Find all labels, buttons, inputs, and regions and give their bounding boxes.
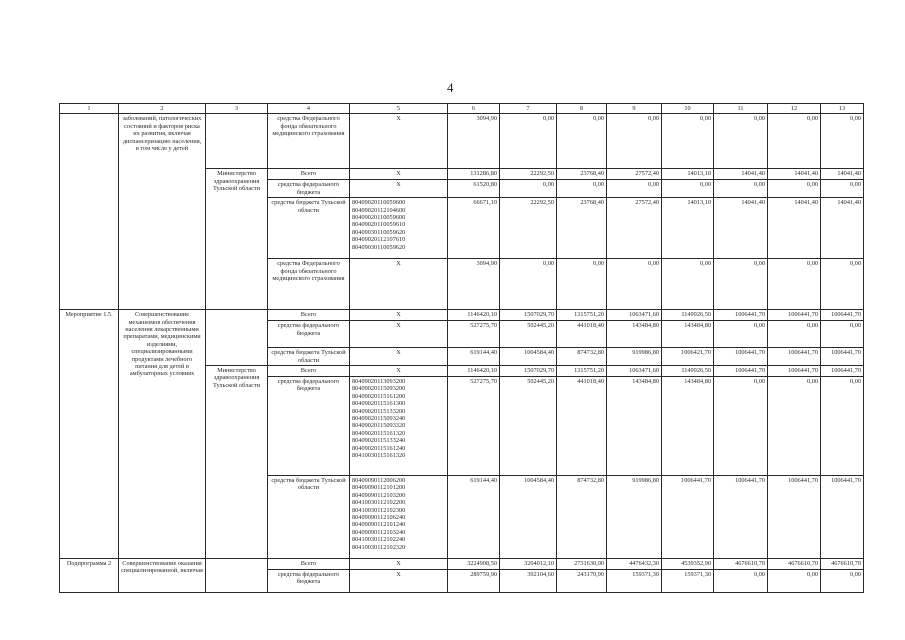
budget-code: 80410030115161320: [352, 452, 406, 460]
value-cell: 1063471,60: [607, 366, 662, 377]
value-cell: 14041,40: [821, 169, 864, 180]
budget-code: 80410030112102200: [352, 499, 406, 507]
code-list-cell: [350, 476, 448, 559]
budget-code: 80409020115133240: [352, 437, 406, 445]
source-cell: средства бюджета Тульской области: [268, 348, 350, 366]
source-cell: Всего: [268, 310, 350, 321]
value-cell: 1006441,70: [714, 310, 768, 321]
header-cell: 5: [350, 104, 448, 114]
code-cell: X: [350, 559, 448, 570]
executor-cell: [206, 114, 268, 169]
value-cell: 1006441,70: [768, 476, 821, 559]
value-cell: 0,00: [821, 570, 864, 593]
value-cell: 0,00: [821, 377, 864, 476]
header-cell: 7: [500, 104, 557, 114]
value-cell: 1146420,10: [448, 310, 500, 321]
value-cell: 1315751,20: [557, 310, 607, 321]
budget-code: 80409020115161240: [352, 444, 406, 452]
budget-code: 80409020115161200: [352, 392, 406, 400]
source-cell: Всего: [268, 366, 350, 377]
value-cell: 14013,10: [662, 169, 714, 180]
value-cell: 0,00: [768, 321, 821, 348]
code-list-cell: [350, 377, 448, 476]
value-cell: 143484,80: [607, 377, 662, 476]
event-name-cell: Совершенствование механизмов обеспечения населения лекарственными препаратами, медицинскими изделиями, специализированными продуктами лечебного питания для детей в амбулаторных условиях: [119, 310, 206, 559]
header-row: [60, 104, 864, 114]
value-cell: 619144,40: [448, 476, 500, 559]
value-cell: 0,00: [500, 259, 557, 310]
header-cell: 1: [60, 104, 119, 114]
code-cell: X: [350, 366, 448, 377]
value-cell: 4676610,70: [821, 559, 864, 570]
value-cell: 289759,90: [448, 570, 500, 593]
budget-table: [59, 103, 864, 593]
value-cell: 1507029,70: [500, 310, 557, 321]
value-cell: 0,00: [500, 114, 557, 169]
source-cell: средства бюджета Тульской области: [268, 198, 350, 259]
value-cell: 0,00: [714, 180, 768, 198]
value-cell: 1006441,70: [714, 348, 768, 366]
budget-code: 80410030112102240: [352, 536, 406, 544]
value-cell: 1006441,70: [821, 476, 864, 559]
code-cell: X: [350, 169, 448, 180]
value-cell: 23768,40: [557, 169, 607, 180]
value-cell: 1006441,70: [821, 366, 864, 377]
budget-code: 80409020115093200: [352, 385, 406, 393]
value-cell: 22292,50: [500, 169, 557, 180]
value-cell: 0,00: [714, 259, 768, 310]
value-cell: 143484,80: [662, 377, 714, 476]
header-cell: 9: [607, 104, 662, 114]
value-cell: 4676610,70: [714, 559, 768, 570]
code-cell: X: [350, 570, 448, 593]
budget-code: 80409030110059620: [352, 228, 406, 236]
value-cell: 1006441,70: [714, 366, 768, 377]
value-cell: 919986,80: [607, 476, 662, 559]
value-cell: 0,00: [821, 321, 864, 348]
value-cell: 0,00: [768, 259, 821, 310]
header-cell: 11: [714, 104, 768, 114]
value-cell: 1006441,70: [821, 310, 864, 321]
budget-code: 80409090112106240: [352, 514, 406, 522]
header-cell: 10: [662, 104, 714, 114]
table-row: [60, 310, 864, 321]
header-cell: 6: [448, 104, 500, 114]
value-cell: 23768,40: [557, 198, 607, 259]
value-cell: 392104,60: [500, 570, 557, 593]
value-cell: 1149926,50: [662, 310, 714, 321]
value-cell: 441018,40: [557, 321, 607, 348]
value-cell: 14041,40: [768, 198, 821, 259]
budget-code: 80409020115133200: [352, 407, 406, 415]
budget-code: 80409020110059610: [352, 221, 406, 229]
page-number: 4: [447, 80, 454, 95]
source-cell: средства федерального бюджета: [268, 377, 350, 476]
header-cell: 12: [768, 104, 821, 114]
source-cell: средства Федерального фонда обязательного медицинского страхования: [268, 259, 350, 310]
header-cell: 13: [821, 104, 864, 114]
executor-cell: Министерство здравоохранения Тульской области: [206, 366, 268, 559]
value-cell: 1004584,40: [500, 348, 557, 366]
budget-code: 80409090112006200: [352, 477, 406, 485]
value-cell: 3094,90: [448, 114, 500, 169]
budget-code: 80409020113093200: [352, 378, 406, 386]
budget-code: 80409090112103240: [352, 528, 406, 536]
value-cell: 61520,80: [448, 180, 500, 198]
header-cell: 4: [268, 104, 350, 114]
budget-code: 80409020110059600: [352, 214, 406, 222]
value-cell: 1006441,70: [714, 476, 768, 559]
value-cell: 0,00: [607, 259, 662, 310]
value-cell: 0,00: [768, 180, 821, 198]
budget-code: 80409090112103200: [352, 491, 406, 499]
value-cell: 874732,80: [557, 476, 607, 559]
table-row: [60, 559, 864, 570]
value-cell: 22292,50: [500, 198, 557, 259]
value-cell: 27572,40: [607, 169, 662, 180]
value-cell: 14041,40: [714, 198, 768, 259]
value-cell: 3224908,50: [448, 559, 500, 570]
value-cell: 0,00: [714, 377, 768, 476]
value-cell: 143484,80: [662, 321, 714, 348]
event-label-cell: [60, 114, 119, 310]
value-cell: 0,00: [714, 570, 768, 593]
source-cell: Всего: [268, 559, 350, 570]
source-cell: средства Федерального фонда обязательного медицинского страхования: [268, 114, 350, 169]
value-cell: 874732,80: [557, 348, 607, 366]
value-cell: 527275,70: [448, 321, 500, 348]
value-cell: 0,00: [714, 114, 768, 169]
value-cell: 14041,40: [821, 198, 864, 259]
budget-code: 80409020115093240: [352, 415, 406, 423]
value-cell: 243170,90: [557, 570, 607, 593]
header-cell: 8: [557, 104, 607, 114]
header-cell: 3: [206, 104, 268, 114]
event-name-cell: заболеваний, патологических состояний и факторов риска их развития, включая диспансеризацию населения, в том числе у детей: [119, 114, 206, 310]
code-cell: X: [350, 114, 448, 169]
value-cell: 502445,20: [500, 377, 557, 476]
event-label-cell: Мероприятие 1.5.: [60, 310, 119, 559]
budget-code: 80409020110059600: [352, 199, 406, 207]
value-cell: 159371,30: [607, 570, 662, 593]
value-cell: 0,00: [662, 180, 714, 198]
code-cell: X: [350, 180, 448, 198]
value-cell: 0,00: [714, 321, 768, 348]
value-cell: 1063471,60: [607, 310, 662, 321]
code-cell: X: [350, 310, 448, 321]
table-row: [60, 114, 864, 169]
source-cell: средства бюджета Тульской области: [268, 476, 350, 559]
value-cell: 0,00: [662, 114, 714, 169]
value-cell: 143484,80: [607, 321, 662, 348]
value-cell: 1006441,70: [821, 348, 864, 366]
source-cell: средства федерального бюджета: [268, 180, 350, 198]
value-cell: 1006441,70: [768, 310, 821, 321]
source-cell: средства федерального бюджета: [268, 321, 350, 348]
value-cell: 14041,40: [768, 169, 821, 180]
source-cell: средства федерального бюджета: [268, 570, 350, 593]
value-cell: 1507029,70: [500, 366, 557, 377]
value-cell: 159371,30: [662, 570, 714, 593]
source-cell: Всего: [268, 169, 350, 180]
value-cell: 0,00: [768, 570, 821, 593]
value-cell: 4539352,90: [662, 559, 714, 570]
value-cell: 0,00: [821, 114, 864, 169]
value-cell: 0,00: [768, 377, 821, 476]
value-cell: 1315751,20: [557, 366, 607, 377]
value-cell: 0,00: [821, 180, 864, 198]
value-cell: 2731630,00: [557, 559, 607, 570]
value-cell: 441018,40: [557, 377, 607, 476]
event-name-cell: Совершенствование оказания специализированной, включая: [119, 559, 206, 593]
value-cell: 1004584,40: [500, 476, 557, 559]
value-cell: 0,00: [557, 259, 607, 310]
value-cell: 502445,20: [500, 321, 557, 348]
budget-code: 80410030112102320: [352, 543, 406, 551]
budget-code: 80409020115093320: [352, 422, 406, 430]
code-cell: X: [350, 259, 448, 310]
value-cell: 66671,10: [448, 198, 500, 259]
value-cell: 1006441,70: [768, 366, 821, 377]
value-cell: 3094,90: [448, 259, 500, 310]
value-cell: 131286,80: [448, 169, 500, 180]
executor-cell: [206, 559, 268, 593]
value-cell: 14041,40: [714, 169, 768, 180]
value-cell: 0,00: [821, 259, 864, 310]
value-cell: 14013,10: [662, 198, 714, 259]
value-cell: 3204012,10: [500, 559, 557, 570]
budget-code: 80409020115161300: [352, 400, 406, 408]
value-cell: 919986,80: [607, 348, 662, 366]
value-cell: 1146420,10: [448, 366, 500, 377]
budget-code: 80409020112104600: [352, 206, 406, 214]
code-cell: X: [350, 348, 448, 366]
value-cell: 0,00: [500, 180, 557, 198]
value-cell: 527275,70: [448, 377, 500, 476]
code-list-cell: [350, 198, 448, 259]
value-cell: 4676610,70: [768, 559, 821, 570]
value-cell: 0,00: [607, 114, 662, 169]
value-cell: 0,00: [662, 259, 714, 310]
executor-cell: Министерство здравоохранения Тульской области: [206, 169, 268, 310]
value-cell: 1006421,70: [662, 348, 714, 366]
value-cell: 0,00: [607, 180, 662, 198]
value-cell: 0,00: [768, 114, 821, 169]
budget-code: 80409020112107610: [352, 236, 406, 244]
budget-code: 80409020115161320: [352, 429, 406, 437]
value-cell: 0,00: [557, 180, 607, 198]
executor-cell: [206, 310, 268, 366]
value-cell: 1006441,70: [768, 348, 821, 366]
budget-code: 80409090112101200: [352, 484, 406, 492]
budget-code: 80409090112101240: [352, 521, 406, 529]
value-cell: 0,00: [557, 114, 607, 169]
budget-code: 80409030110059620: [352, 243, 406, 251]
code-cell: X: [350, 321, 448, 348]
value-cell: 1149926,50: [662, 366, 714, 377]
value-cell: 4476432,30: [607, 559, 662, 570]
value-cell: 27572,40: [607, 198, 662, 259]
header-cell: 2: [119, 104, 206, 114]
event-label-cell: Подпрограмма 2: [60, 559, 119, 593]
value-cell: 1006441,70: [662, 476, 714, 559]
budget-code: 80410030112102300: [352, 506, 406, 514]
value-cell: 619144,40: [448, 348, 500, 366]
